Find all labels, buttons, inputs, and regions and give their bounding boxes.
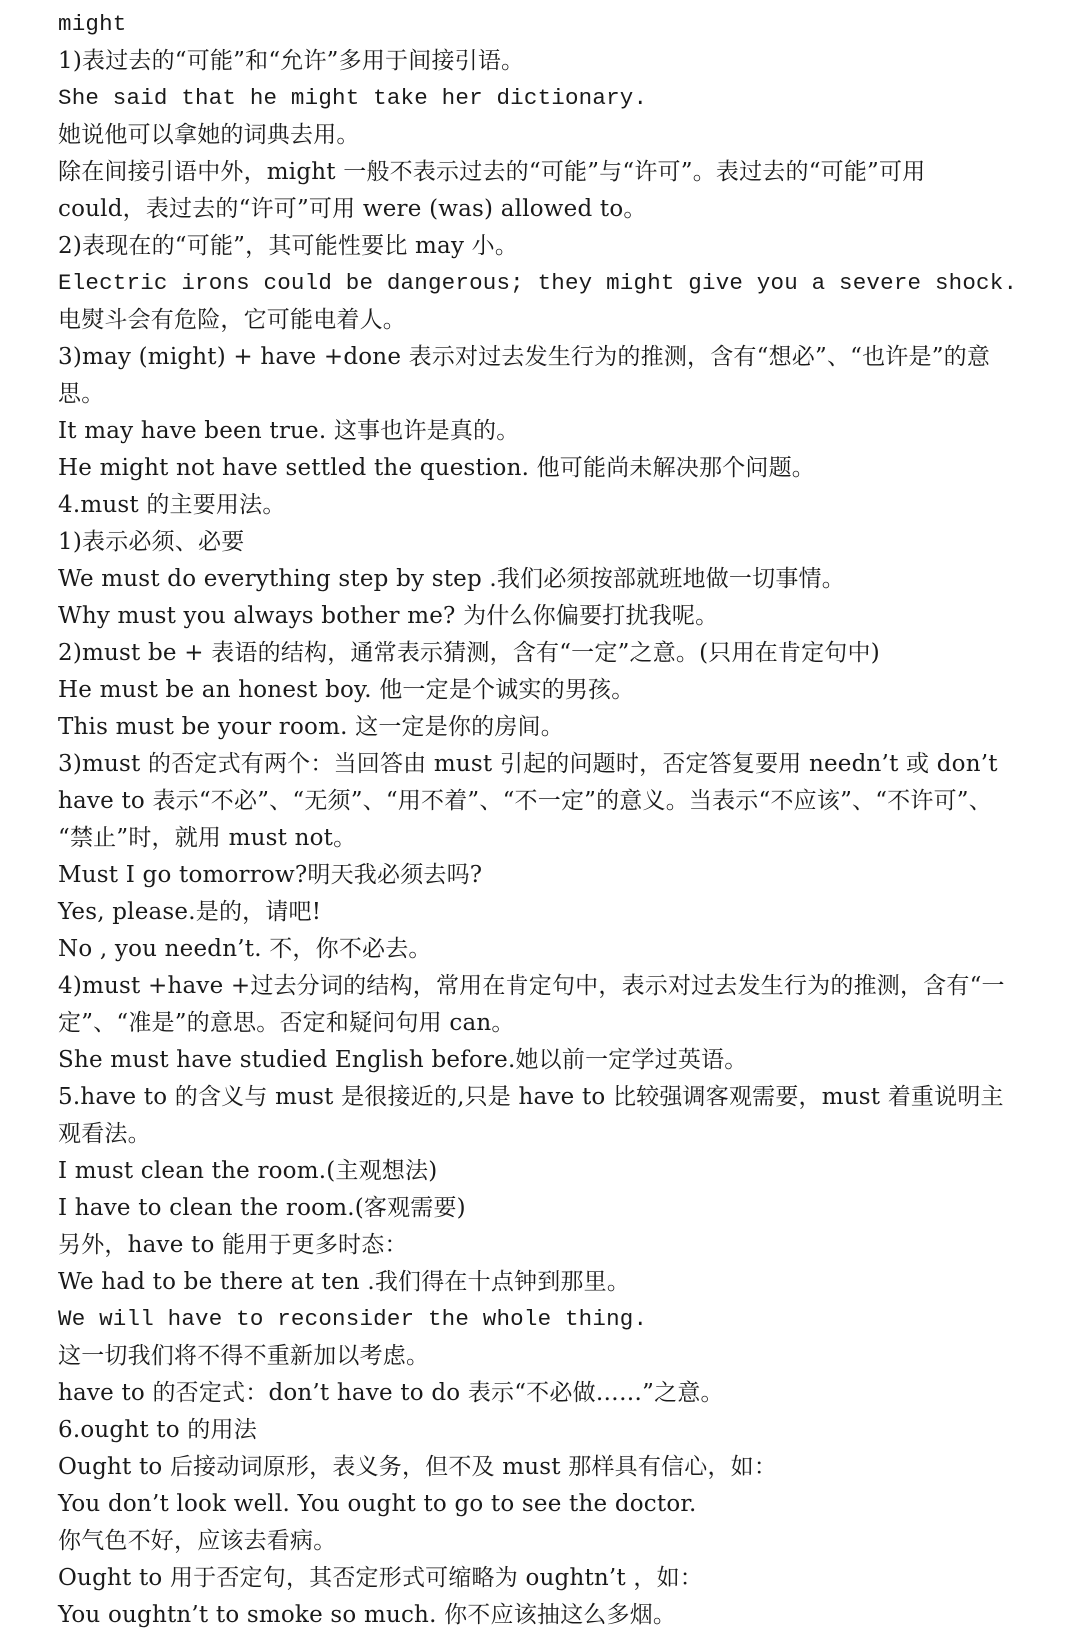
text-line: This must be your room. 这一定是你的房间。 [58,714,564,740]
text-line: Why must you always bother me? 为什么你偏要打扰我呢。 [58,603,719,629]
text-line: might [58,11,127,37]
text-line: Electric irons could be dangerous; they might give you a severe shock. [58,270,1018,296]
text-line: 1)表示必须、必要 [58,529,245,555]
text-line: We had to be there at ten .我们得在十点钟到那里。 [58,1269,631,1295]
text-line: 3)must 的否定式有两个：当回答由 must 引起的问题时，否定答复要用 needn’t 或 don’t [58,751,998,777]
text-line: No , you needn’t. 不，你不必去。 [58,936,432,962]
text-line: 观看法。 [58,1121,151,1147]
text-line: 另外，have to 能用于更多时态： [58,1232,408,1258]
text-line: She said that he might take her dictionary. [58,85,648,111]
text-line: 定”、“准是”的意思。否定和疑问句用 can。 [58,1010,515,1036]
text-line: He must be an honest boy. 他一定是个诚实的男孩。 [58,677,635,703]
text-line: 2)表现在的“可能”，其可能性要比 may 小。 [58,233,519,259]
text-line: He might not have settled the question. 他可能尚未解决那个问题。 [58,455,816,481]
text-line: “禁止”时，就用 must not。 [58,825,357,851]
text-line: Must I go tomorrow?明天我必须去吗? [58,862,483,888]
text-line: It may have been true. 这事也许是真的。 [58,418,520,444]
text-line: 2)must be + 表语的结构，通常表示猜测，含有“一定”之意。(只用在肯定句中) [58,640,880,666]
text-line: 5.have to 的含义与 must 是很接近的,只是 have to 比较强调客观需要，must 着重说明主 [58,1084,1004,1110]
text-line: Ought to 后接动词原形，表义务，但不及 must 那样具有信心，如： [58,1454,778,1480]
text-line: 4)must +have +过去分词的结构，常用在肯定句中，表示对过去发生行为的推测，含有“一 [58,973,1005,999]
text-line: 她说他可以拿她的词典去用。 [58,122,360,148]
text-line: 6.ought to 的用法 [58,1417,257,1443]
text-line: 3)may (might) + have +done 表示对过去发生行为的推测，含有“想必”、“也许是”的意 [58,344,991,370]
document-page [58,6,1068,1634]
text-line: 除在间接引语中外，might 一般不表示过去的“可能”与“许可”。表过去的“可能”可用 [58,159,926,185]
text-line: 这一切我们将不得不重新加以考虑。 [58,1343,430,1369]
text-line: 电熨斗会有危险，它可能电着人。 [58,307,406,333]
text-line: We will have to reconsider the whole thing. [58,1306,648,1332]
text-line: 1)表过去的“可能”和“允许”多用于间接引语。 [58,48,525,74]
text-line: have to 的否定式：don’t have to do 表示“不必做……”之意。 [58,1380,724,1406]
text-line: 思。 [58,381,105,407]
text-line: She must have studied English before.她以前一定学过英语。 [58,1047,748,1073]
text-line: Yes, please.是的，请吧! [58,899,322,925]
text-line: You oughtn’t to smoke so much. 你不应该抽这么多烟。 [58,1602,677,1628]
text-line: have to 表示“不必”、“无须”、“用不着”、“不一定”的意义。当表示“不应该”、“不许可”、 [58,788,992,814]
text-line: You don’t look well. You ought to go to see the doctor. [58,1491,697,1517]
text-line: We must do everything step by step .我们必须按部就班地做一切事情。 [58,566,845,592]
text-line: I have to clean the room.(客观需要) [58,1195,466,1221]
text-line: could，表过去的“许可”可用 were (was) allowed to。 [58,196,647,222]
text-line: I must clean the room.(主观想法) [58,1158,438,1184]
text-line: 你气色不好，应该去看病。 [58,1528,337,1554]
text-line: Ought to 用于否定句，其否定形式可缩略为 oughtn’t ，如： [58,1565,703,1591]
text-line: 4.must 的主要用法。 [58,492,286,518]
